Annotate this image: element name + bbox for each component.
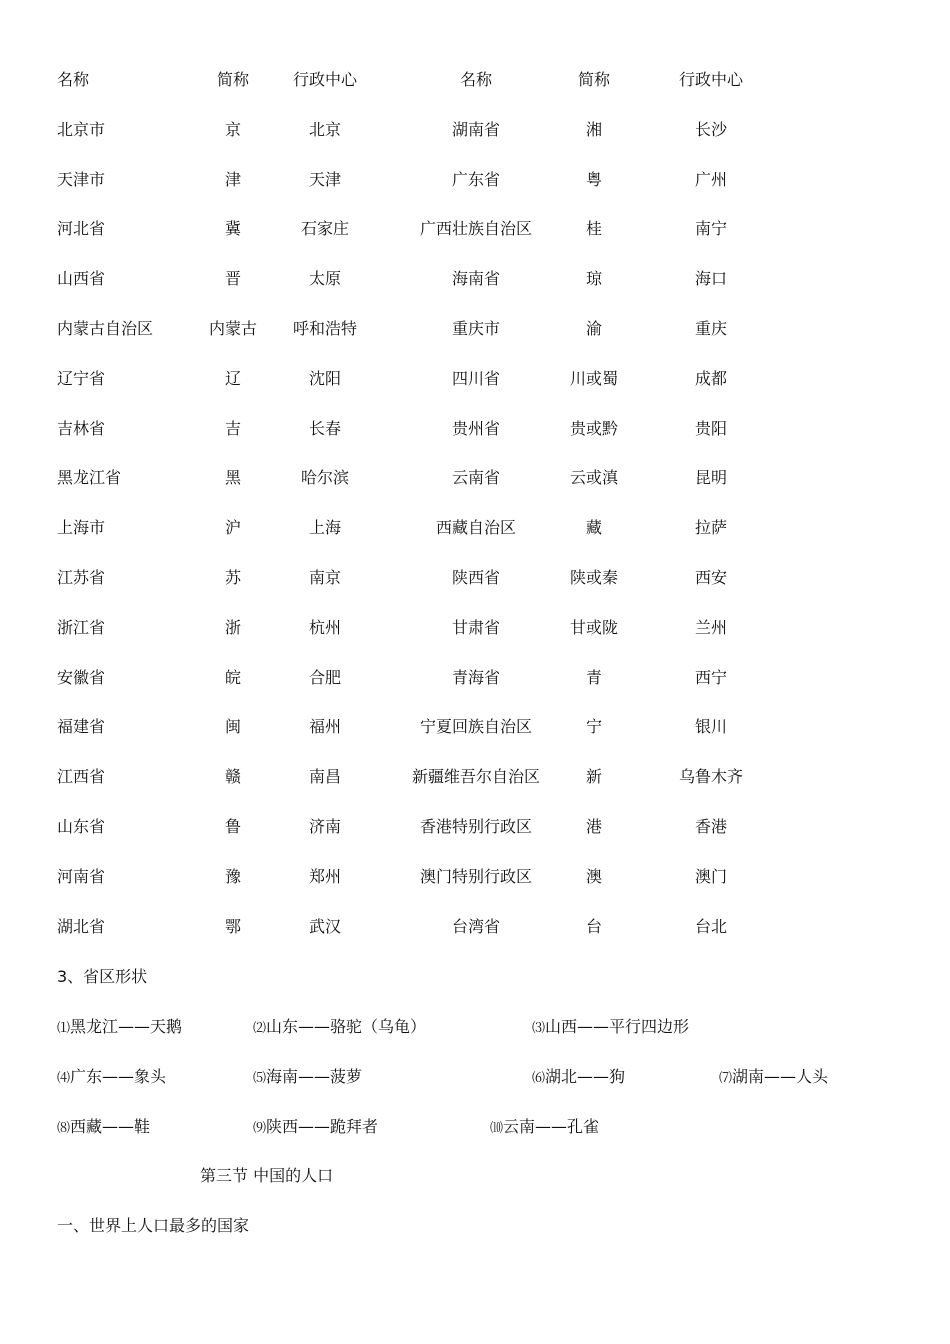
table-cell: 南京 [308,568,342,587]
shape-item-number: ⑷ [57,1071,71,1086]
table-cell: 武汉 [308,916,342,936]
table-cell: 海口 [694,269,728,289]
table-cell: 成都 [694,368,728,388]
table-cell: 合肥 [308,667,342,687]
table-cell: 四川省 [451,368,501,388]
table-header-row [0,65,950,95]
table-row [0,912,950,942]
table-cell: 重庆 [694,319,728,338]
table-cell: 西安 [694,568,728,587]
table-row [0,513,950,543]
table-cell: 黑 [224,468,242,488]
table-cell: 藏 [585,518,603,538]
table-cell: 皖 [224,667,242,687]
shape-item-text: 海南——菠萝 [266,1067,363,1086]
table-cell: 台北 [694,916,728,936]
table-cell: 安徽省 [57,667,106,687]
table-cell: 内蒙古 [208,319,258,338]
table-cell: 昆明 [694,468,728,488]
shape-item-number: ⑻ [57,1121,71,1136]
table-cell: 天津 [308,169,342,189]
shape-item-text: 黑龙江——天鹅 [70,1017,183,1036]
table-cell: 鄂 [224,916,242,936]
shape-item-number: ⑼ [253,1121,267,1136]
table-cell: 沪 [224,518,242,538]
table-cell: 济南 [308,817,342,836]
table-cell: 南宁 [694,219,728,239]
table-cell: 沈阳 [308,368,342,388]
table-row [0,712,950,742]
table-cell: 河北省 [57,219,106,239]
table-cell: 吉林省 [57,418,106,438]
table-cell: 陕或秦 [569,568,619,587]
table-cell: 福州 [308,717,342,737]
shape-item [253,1012,426,1044]
table-header-cell: 名称 [57,70,90,89]
table-row [0,165,950,195]
shape-item-text: 云南——孔雀 [503,1117,600,1136]
table-row [0,264,950,294]
table-cell: 湘 [585,119,603,139]
shape-item-text: 陕西——跪拜者 [266,1117,379,1136]
table-cell: 南昌 [308,767,342,787]
shape-item-number: ⑺ [719,1071,733,1086]
section-3-title: 3、省区形状 [57,967,148,986]
table-row [0,314,950,344]
table-cell: 澳门 [694,866,728,886]
shape-item-number: ⑴ [57,1021,71,1036]
table-row [0,364,950,394]
table-cell: 青 [585,667,603,687]
table-cell: 长春 [308,418,342,438]
table-cell: 山东省 [57,817,106,836]
table-cell: 重庆市 [451,319,501,338]
table-header-cell: 名称 [459,70,493,89]
shape-item [253,1062,362,1094]
table-cell: 湖南省 [451,119,501,139]
table-cell: 宁夏回族自治区 [419,717,533,737]
table-cell: 港 [585,817,603,836]
shape-item [253,1112,378,1144]
table-row [0,762,950,792]
table-cell: 长沙 [694,119,728,139]
table-cell: 澳门特别行政区 [419,866,533,886]
table-cell: 黑龙江省 [57,468,122,488]
table-cell: 贵阳 [694,418,728,438]
shape-item-text: 湖北——狗 [545,1067,626,1086]
table-cell: 吉 [224,418,242,438]
table-row [0,463,950,493]
table-row [0,663,950,693]
shape-item-number: ⑹ [532,1071,546,1086]
table-cell: 北京市 [57,119,106,139]
table-cell: 广州 [694,169,728,189]
table-cell: 苏 [224,568,242,587]
subheading: 一、世界上人口最多的国家 [57,1216,250,1235]
table-header-cell: 简称 [216,70,250,89]
table-cell: 川或蜀 [569,368,619,388]
table-cell: 拉萨 [694,518,728,538]
table-cell: 西藏自治区 [435,518,517,538]
shape-item [57,1112,150,1144]
table-cell: 河南省 [57,866,106,886]
table-cell: 广东省 [451,169,501,189]
table-cell: 豫 [224,866,242,886]
table-cell: 内蒙古自治区 [57,319,154,338]
table-cell: 渝 [585,319,603,338]
table-cell: 青海省 [451,667,501,687]
table-cell: 云或滇 [569,468,619,488]
table-cell: 鲁 [224,817,242,836]
table-cell: 江苏省 [57,568,106,587]
table-row [0,812,950,842]
table-cell: 太原 [308,269,342,289]
shape-item-text: 广东——象头 [70,1067,167,1086]
table-cell: 晋 [224,269,242,289]
table-header-cell: 行政中心 [292,70,358,89]
table-cell: 福建省 [57,717,106,737]
table-cell: 杭州 [308,617,342,637]
table-row [0,115,950,145]
shape-item-text: 山东——骆驼（乌龟） [266,1017,427,1036]
table-cell: 香港特别行政区 [419,817,533,836]
shape-item [532,1012,689,1044]
table-cell: 浙江省 [57,617,106,637]
table-cell: 上海市 [57,518,106,538]
shape-item-text: 西藏——鞋 [70,1117,151,1136]
table-cell: 台 [585,916,603,936]
table-cell: 江西省 [57,767,106,787]
table-cell: 郑州 [308,866,342,886]
table-cell: 冀 [224,219,242,239]
table-cell: 琼 [585,269,603,289]
table-cell: 粤 [585,169,603,189]
shape-item-number: ⑸ [253,1071,267,1086]
shape-item [57,1062,166,1094]
table-cell: 新 [585,767,603,787]
shape-item [532,1062,625,1094]
table-cell: 上海 [308,518,342,538]
shape-item [57,1012,182,1044]
table-cell: 赣 [224,767,242,787]
table-row [0,563,950,593]
table-cell: 银川 [694,717,728,737]
table-cell: 辽 [224,368,242,388]
table-cell: 甘或陇 [569,617,619,637]
section-title: 第三节 中国的人口 [200,1166,334,1185]
table-cell: 台湾省 [451,916,501,936]
table-cell: 湖北省 [57,916,106,936]
table-row [0,862,950,892]
shape-item-text: 山西——平行四边形 [545,1017,690,1036]
table-cell: 山西省 [57,269,106,289]
table-cell: 闽 [224,717,242,737]
table-cell: 辽宁省 [57,368,106,388]
shape-item-number: ⑽ [490,1121,504,1136]
table-cell: 桂 [585,219,603,239]
table-cell: 北京 [308,119,342,139]
table-cell: 哈尔滨 [300,468,350,488]
table-cell: 宁 [585,717,603,737]
table-cell: 云南省 [451,468,501,488]
table-cell: 浙 [224,617,242,637]
table-cell: 广西壮族自治区 [419,219,533,239]
table-cell: 澳 [585,866,603,886]
table-cell: 京 [224,119,242,139]
table-cell: 贵或黔 [569,418,619,438]
table-row [0,414,950,444]
table-cell: 石家庄 [300,219,350,239]
shape-item [719,1062,828,1094]
table-row [0,613,950,643]
shape-item-text: 湖南——人头 [732,1067,829,1086]
table-cell: 陕西省 [451,568,501,587]
table-header-cell: 行政中心 [678,70,744,89]
table-row [0,214,950,244]
table-cell: 天津市 [57,169,106,189]
shape-item-number: ⑵ [253,1021,267,1036]
table-header-cell: 简称 [577,70,611,89]
table-cell: 乌鲁木齐 [678,767,744,787]
table-cell: 海南省 [451,269,501,289]
table-cell: 甘肃省 [451,617,501,637]
shape-item-number: ⑶ [532,1021,546,1036]
table-cell: 呼和浩特 [292,319,358,338]
table-cell: 新疆维吾尔自治区 [411,767,541,787]
table-cell: 贵州省 [451,418,501,438]
table-cell: 津 [224,169,242,189]
table-cell: 西宁 [694,667,728,687]
table-cell: 香港 [694,817,728,836]
shape-item [490,1112,599,1144]
table-cell: 兰州 [694,617,728,637]
